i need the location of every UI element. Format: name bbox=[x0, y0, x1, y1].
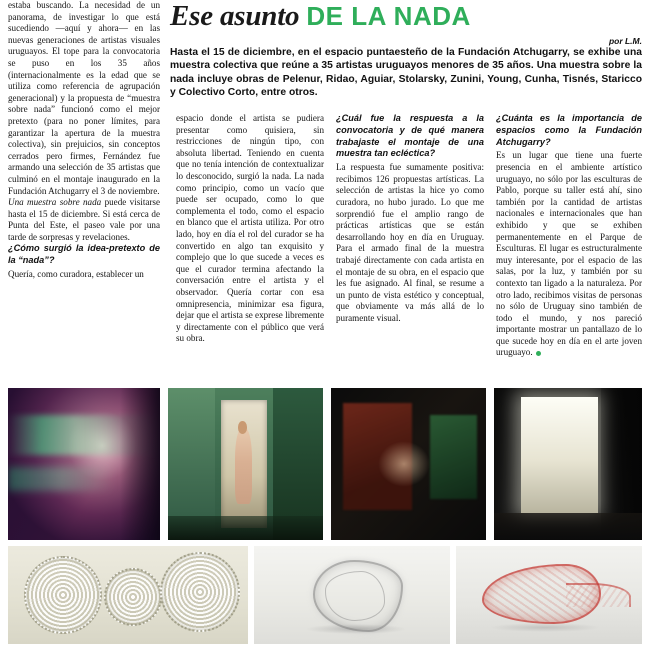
paragraph: La respuesta fue sumamente positiva: recibimos 126 propuestas artísticas. La selección de artistas la hice yo como curadora, no hubo jurado. Lo que me sorprendió fue el amplio rango de prácticas artísticas que se están desarrollando hoy en día en Uruguay. Para el armado final de la muestra trabajé directamente con cada artista en el montaje de su obra, en el espacio que les fue asignado. Al final, se resume a un punto de vista estético y conceptual, que obviamente va más allá de lo puramente visual. bbox=[336, 162, 484, 323]
photo-red-wire-bird-sculpture bbox=[456, 546, 642, 644]
paragraph: Quería, como curadora, establecer un bbox=[8, 269, 144, 280]
window-bright bbox=[521, 397, 598, 513]
article-column-2 bbox=[176, 113, 324, 345]
photo-bright-window-light bbox=[494, 388, 642, 540]
question-heading bbox=[8, 243, 160, 267]
question-text: ¿Cuál fue la respuesta a la convocatoria y de qué manera trabajaste el montaje de una muestra tan ecléctica? bbox=[336, 113, 484, 159]
cast-shadow bbox=[305, 624, 407, 634]
end-mark-icon bbox=[536, 351, 541, 356]
headline-italic-part: Ese asunto bbox=[170, 0, 307, 32]
bird-tail bbox=[566, 583, 631, 607]
article-column-3 bbox=[336, 113, 484, 325]
green-panel bbox=[430, 415, 477, 499]
photo-strip bbox=[8, 388, 642, 644]
paragraph: espacio donde el artista se pudiera presentar como quisiera, sin restricciones de ningún tipo, con absoluta libertad. Teniendo en cuenta que no tenía intención de contextualizar lo desconocido, surgió la nada. La nada como principio, como un vacío que puede ser ocupado, como lo que complementa el todo, como el espacio en blanco que el artista utiliza. Por otro lado, hoy en día el rol del curador se ha convertido en algo tan exquisito y complejo que lo que sucede a veces es que el curador termina afectando la conversación entre el artista y el observador. Quería cortar con esa omnipresencia, minimizar esa figura, dejar que el artista se exprese libremente y directamente con el público que verá su obra. bbox=[176, 113, 324, 344]
work-title: Una muestra sobre nada bbox=[8, 197, 102, 208]
paragraph bbox=[8, 197, 160, 243]
photo-lace-doilies bbox=[8, 546, 248, 644]
photo-white-wire-sculpture bbox=[254, 546, 450, 644]
lead-paragraph: Hasta el 15 de diciembre, en el espacio puntaesteño de la Fundación Atchugarry, se exhibe una muestra colectiva que reúne a 35 artistas uruguayos menores de 35 años. Una muestra sobre la nada incluye obras de Pelenur, Ridao, Aguiar, Stolarsky, Zunini, Young, Cunha, Tisnés, Staricco y Colectivo Corto, entre otros. bbox=[170, 47, 642, 99]
doily-large bbox=[24, 556, 102, 634]
light-streak-secondary bbox=[8, 467, 114, 491]
floor bbox=[168, 516, 323, 540]
question-text: ¿Cómo surgió la idea-pretexto de la “nada”? bbox=[8, 243, 160, 266]
paragraph bbox=[496, 150, 642, 359]
cast-shadow bbox=[489, 623, 601, 632]
photo-woman-window-green-wall bbox=[168, 388, 323, 540]
paragraph-text: Es un lugar que tiene una fuerte presencia en el ambiente artístico uruguayo, no sólo por las esculturas de Pablo, porque su taller está ahí, sino también por la cantidad de artistas nacionales e internacionales que han exhibido y que se exhiben permanentemente en el Parque de Esculturas. El lugar es estructuralmente muy interesante, por el espacio de las salas, por la luz, y también por su contexto tan ligado a la naturaleza. Por otro lado, recibimos visitas de personas no sólo de Uruguay sino también de todo el mundo, y nos pareció importante mostrar un pantallazo de lo que sucede hoy en día en el arte joven uruguayo. bbox=[496, 150, 642, 358]
paragraph: estaba buscando. La necesidad de un panorama, de investigar lo que está sucediendo —aquí y ahora— en las nuevas generaciones de artistas visuales uruguayos. El tope para la convocatoria se puso en los 35 años (internacionalmente es la edad que se utiliza como referencia de agrupación generacional) y la propuesta de “muestra sobre nada” funcionó como el mejor pretexto (para no poner límites, para garantizar la apertura de la muestra colectiva), sin prejuicios, sin conceptos cerrados pero firmes, Fernández fue armando una selección de 35 artistas que culminó en el montaje inaugurado en la Fundación Atchugarry el 3 de noviembre. bbox=[8, 0, 160, 196]
figure-body bbox=[235, 428, 252, 504]
doily-small bbox=[104, 568, 162, 626]
floor bbox=[494, 513, 642, 540]
article-column-1 bbox=[8, 0, 160, 281]
headline-green-part: DE LA NADA bbox=[306, 1, 471, 31]
photo-portrait-purple-green bbox=[8, 388, 160, 540]
shadow-overlay bbox=[120, 388, 160, 540]
wire-form-inner bbox=[325, 571, 386, 620]
question-heading bbox=[336, 113, 484, 160]
paragraph-rest: puede visitarse hasta el 15 de diciembre. Si está cerca de Punta del Este, el paseo vale por una tarde de sorpresas y revelaciones. bbox=[8, 197, 160, 242]
doily-medium bbox=[160, 552, 240, 632]
page-title bbox=[170, 0, 570, 34]
light-glow bbox=[378, 441, 431, 487]
question-text: ¿Cuánta es la importancia de espacios como la Fundación Atchugarry? bbox=[496, 113, 642, 147]
byline: por L.M. bbox=[608, 36, 642, 46]
photo-dark-interior-red-green bbox=[331, 388, 486, 540]
figure-head bbox=[238, 421, 247, 433]
question-heading bbox=[496, 113, 642, 148]
article-column-4 bbox=[496, 113, 642, 359]
